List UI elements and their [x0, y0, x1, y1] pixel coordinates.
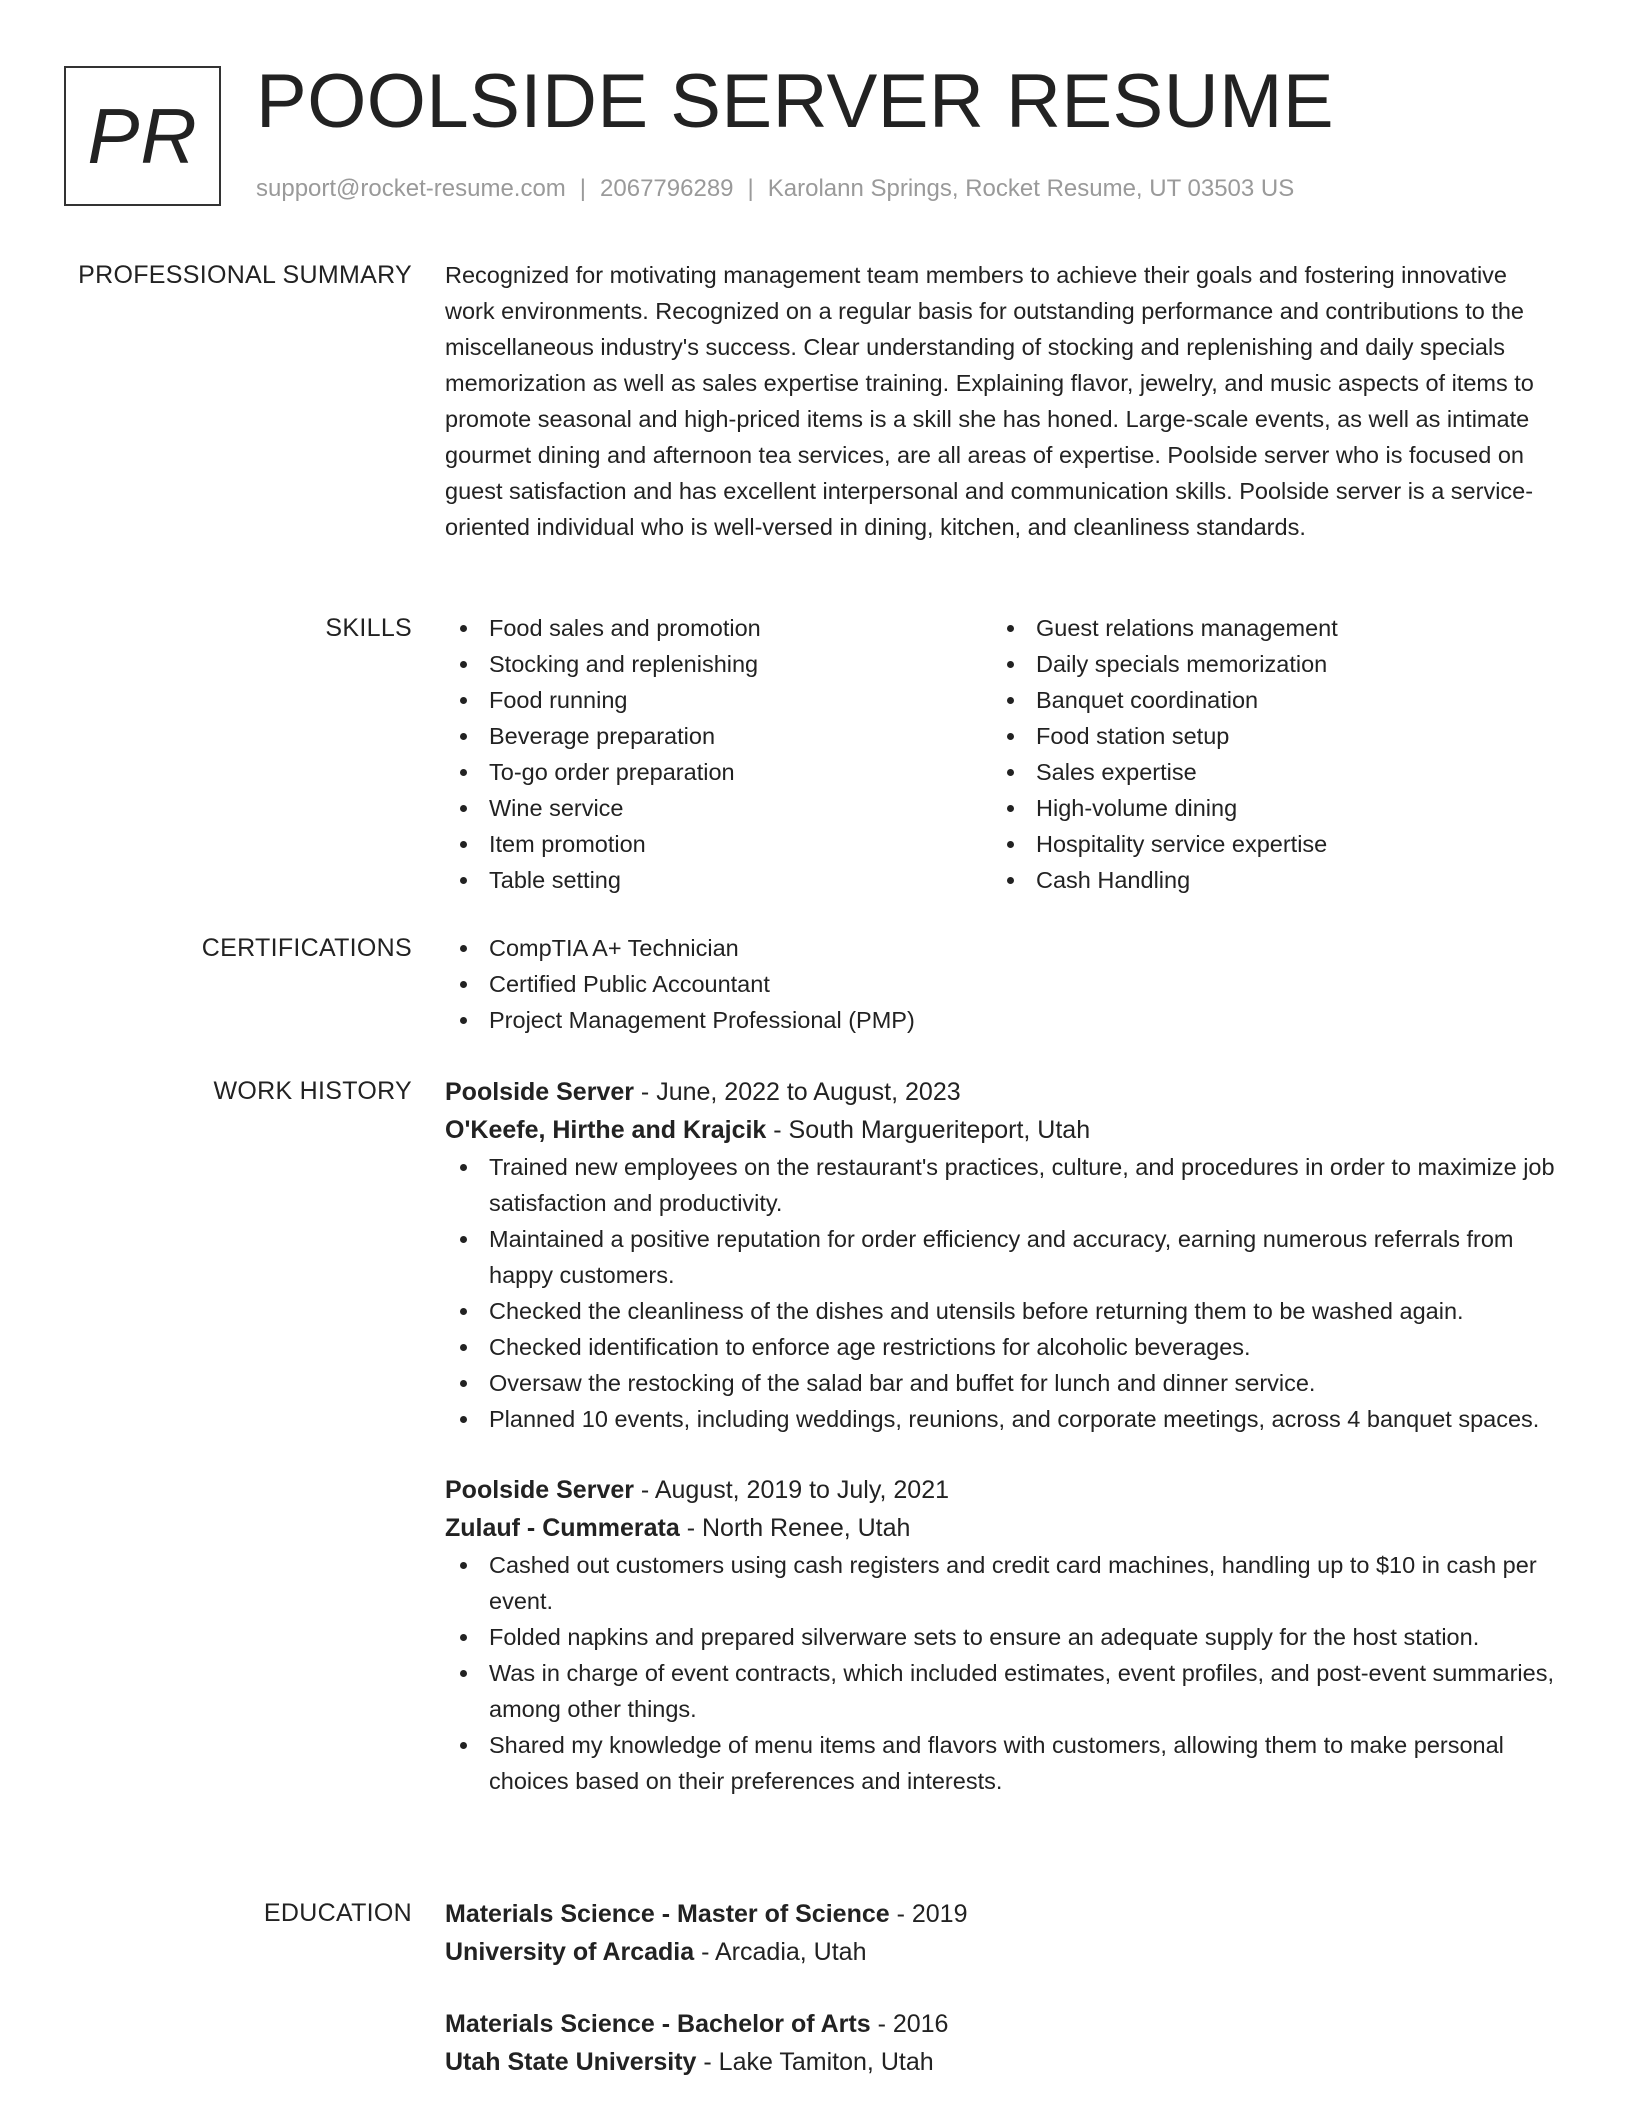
graduation-year: - 2019 — [889, 1900, 968, 1928]
certification-item: Project Management Professional (PMP) — [445, 1002, 1555, 1038]
certifications-heading: CERTIFICATIONS — [201, 934, 412, 962]
monogram-badge: PR — [64, 66, 221, 206]
job-company: Zulauf - Cummerata — [445, 1514, 680, 1542]
school: University of Arcadia — [445, 1938, 695, 1966]
skill-item: Daily specials memorization — [992, 646, 1539, 682]
contact-email: support@rocket-resume.com — [256, 175, 566, 202]
school-line — [445, 2043, 1555, 2081]
degree-line — [445, 1895, 1555, 1933]
degree: Materials Science - Master of Science — [445, 1900, 890, 1928]
job-location: - North Renee, Utah — [679, 1514, 911, 1542]
job-duty: Checked the cleanliness of the dishes and utensils before returning them to be washed again. — [445, 1293, 1555, 1329]
job-duty: Oversaw the restocking of the salad bar and buffet for lunch and dinner service. — [445, 1365, 1555, 1401]
skill-item: High-volume dining — [992, 790, 1539, 826]
skill-item: To-go order preparation — [445, 754, 992, 790]
job-location: - South Margueriteport, Utah — [766, 1116, 1091, 1144]
summary-heading: PROFESSIONAL SUMMARY — [78, 261, 412, 289]
job-dates: - August, 2019 to July, 2021 — [633, 1476, 950, 1504]
skill-item: Item promotion — [445, 826, 992, 862]
contact-separator: | — [747, 175, 754, 202]
summary-text: Recognized for motivating management team members to achieve their goals and fostering innovative work environments. Recognized on a regular basis for outstanding performance and contributions to the miscellaneous industry's success. Clear understanding of stocking and replenishing and daily specials memorization as well as sales expertise training. Explaining flavor, jewelry, and music aspects of items to promote seasonal and high-priced items is a skill she has honed. Large-scale events, as well as intimate gourmet dining and afternoon tea services, are all areas of expertise. Poolside server who is focused on guest satisfaction and has excellent interpersonal and communication skills. Poolside server is a service-oriented individual who is well-versed in dining, kitchen, and cleanliness standards. — [445, 262, 1534, 540]
skills-heading: SKILLS — [325, 614, 412, 642]
job-duty: Cashed out customers using cash registers and credit card machines, handling up to $10 in cash per event. — [445, 1547, 1555, 1619]
skill-item: Table setting — [445, 862, 992, 898]
education-entry — [445, 2005, 1555, 2081]
contact-address: Karolann Springs, Rocket Resume, UT 03503 US — [767, 175, 1295, 202]
skill-item: Sales expertise — [992, 754, 1539, 790]
contact-line — [256, 173, 1294, 205]
job-company-line — [445, 1111, 1555, 1149]
work-history-heading: WORK HISTORY — [213, 1077, 412, 1105]
degree-line — [445, 2005, 1555, 2043]
job-duty: Checked identification to enforce age restrictions for alcoholic beverages. — [445, 1329, 1555, 1365]
job-duties-list — [445, 1547, 1555, 1799]
skill-item: Food station setup — [992, 718, 1539, 754]
job-duty: Maintained a positive reputation for order efficiency and accuracy, earning numerous referrals from happy customers. — [445, 1221, 1555, 1293]
skill-item: Food sales and promotion — [445, 610, 992, 646]
skill-item: Food running — [445, 682, 992, 718]
job-duty: Folded napkins and prepared silverware sets to ensure an adequate supply for the host station. — [445, 1619, 1555, 1655]
certification-item: Certified Public Accountant — [445, 966, 1555, 1002]
job-company: O'Keefe, Hirthe and Krajcik — [445, 1116, 767, 1144]
skill-item: Stocking and replenishing — [445, 646, 992, 682]
job-title-line — [445, 1073, 1555, 1111]
job-company-line — [445, 1509, 1555, 1547]
degree: Materials Science - Bachelor of Arts — [445, 2010, 871, 2038]
job-title-line — [445, 1471, 1555, 1509]
contact-phone: 2067796289 — [600, 175, 734, 202]
certification-item: CompTIA A+ Technician — [445, 930, 1555, 966]
education-heading: EDUCATION — [263, 1899, 412, 1927]
job-title: Poolside Server — [445, 1078, 634, 1106]
skill-item: Guest relations management — [992, 610, 1539, 646]
job-entry — [445, 1471, 1555, 1799]
skills-list-left — [445, 610, 992, 898]
school-line — [445, 1933, 1555, 1971]
skill-item: Banquet coordination — [992, 682, 1539, 718]
job-duties-list — [445, 1149, 1555, 1437]
page-title: POOLSIDE SERVER RESUME — [256, 59, 1335, 144]
job-duty: Trained new employees on the restaurant's practices, culture, and procedures in order to maximize job satisfaction and productivity. — [445, 1149, 1555, 1221]
skills-list-right — [992, 610, 1539, 898]
graduation-year: - 2016 — [870, 2010, 949, 2038]
job-title: Poolside Server — [445, 1476, 634, 1504]
skill-item: Beverage preparation — [445, 718, 992, 754]
job-dates: - June, 2022 to August, 2023 — [633, 1078, 961, 1106]
job-duty: Planned 10 events, including weddings, reunions, and corporate meetings, across 4 banquet spaces. — [445, 1401, 1555, 1437]
skill-item: Wine service — [445, 790, 992, 826]
school-location: - Lake Tamiton, Utah — [696, 2048, 934, 2076]
contact-separator: | — [579, 175, 587, 202]
school-location: - Arcadia, Utah — [694, 1938, 867, 1966]
education-entry — [445, 1895, 1555, 1971]
job-duty: Shared my knowledge of menu items and flavors with customers, allowing them to make personal choices based on their preferences and interests. — [445, 1727, 1555, 1799]
skill-item: Hospitality service expertise — [992, 826, 1539, 862]
certifications-list — [445, 930, 1555, 1038]
skill-item: Cash Handling — [992, 862, 1539, 898]
job-entry — [445, 1073, 1555, 1437]
school: Utah State University — [445, 2048, 697, 2076]
job-duty: Was in charge of event contracts, which included estimates, event profiles, and post-event summaries, among other things. — [445, 1655, 1555, 1727]
